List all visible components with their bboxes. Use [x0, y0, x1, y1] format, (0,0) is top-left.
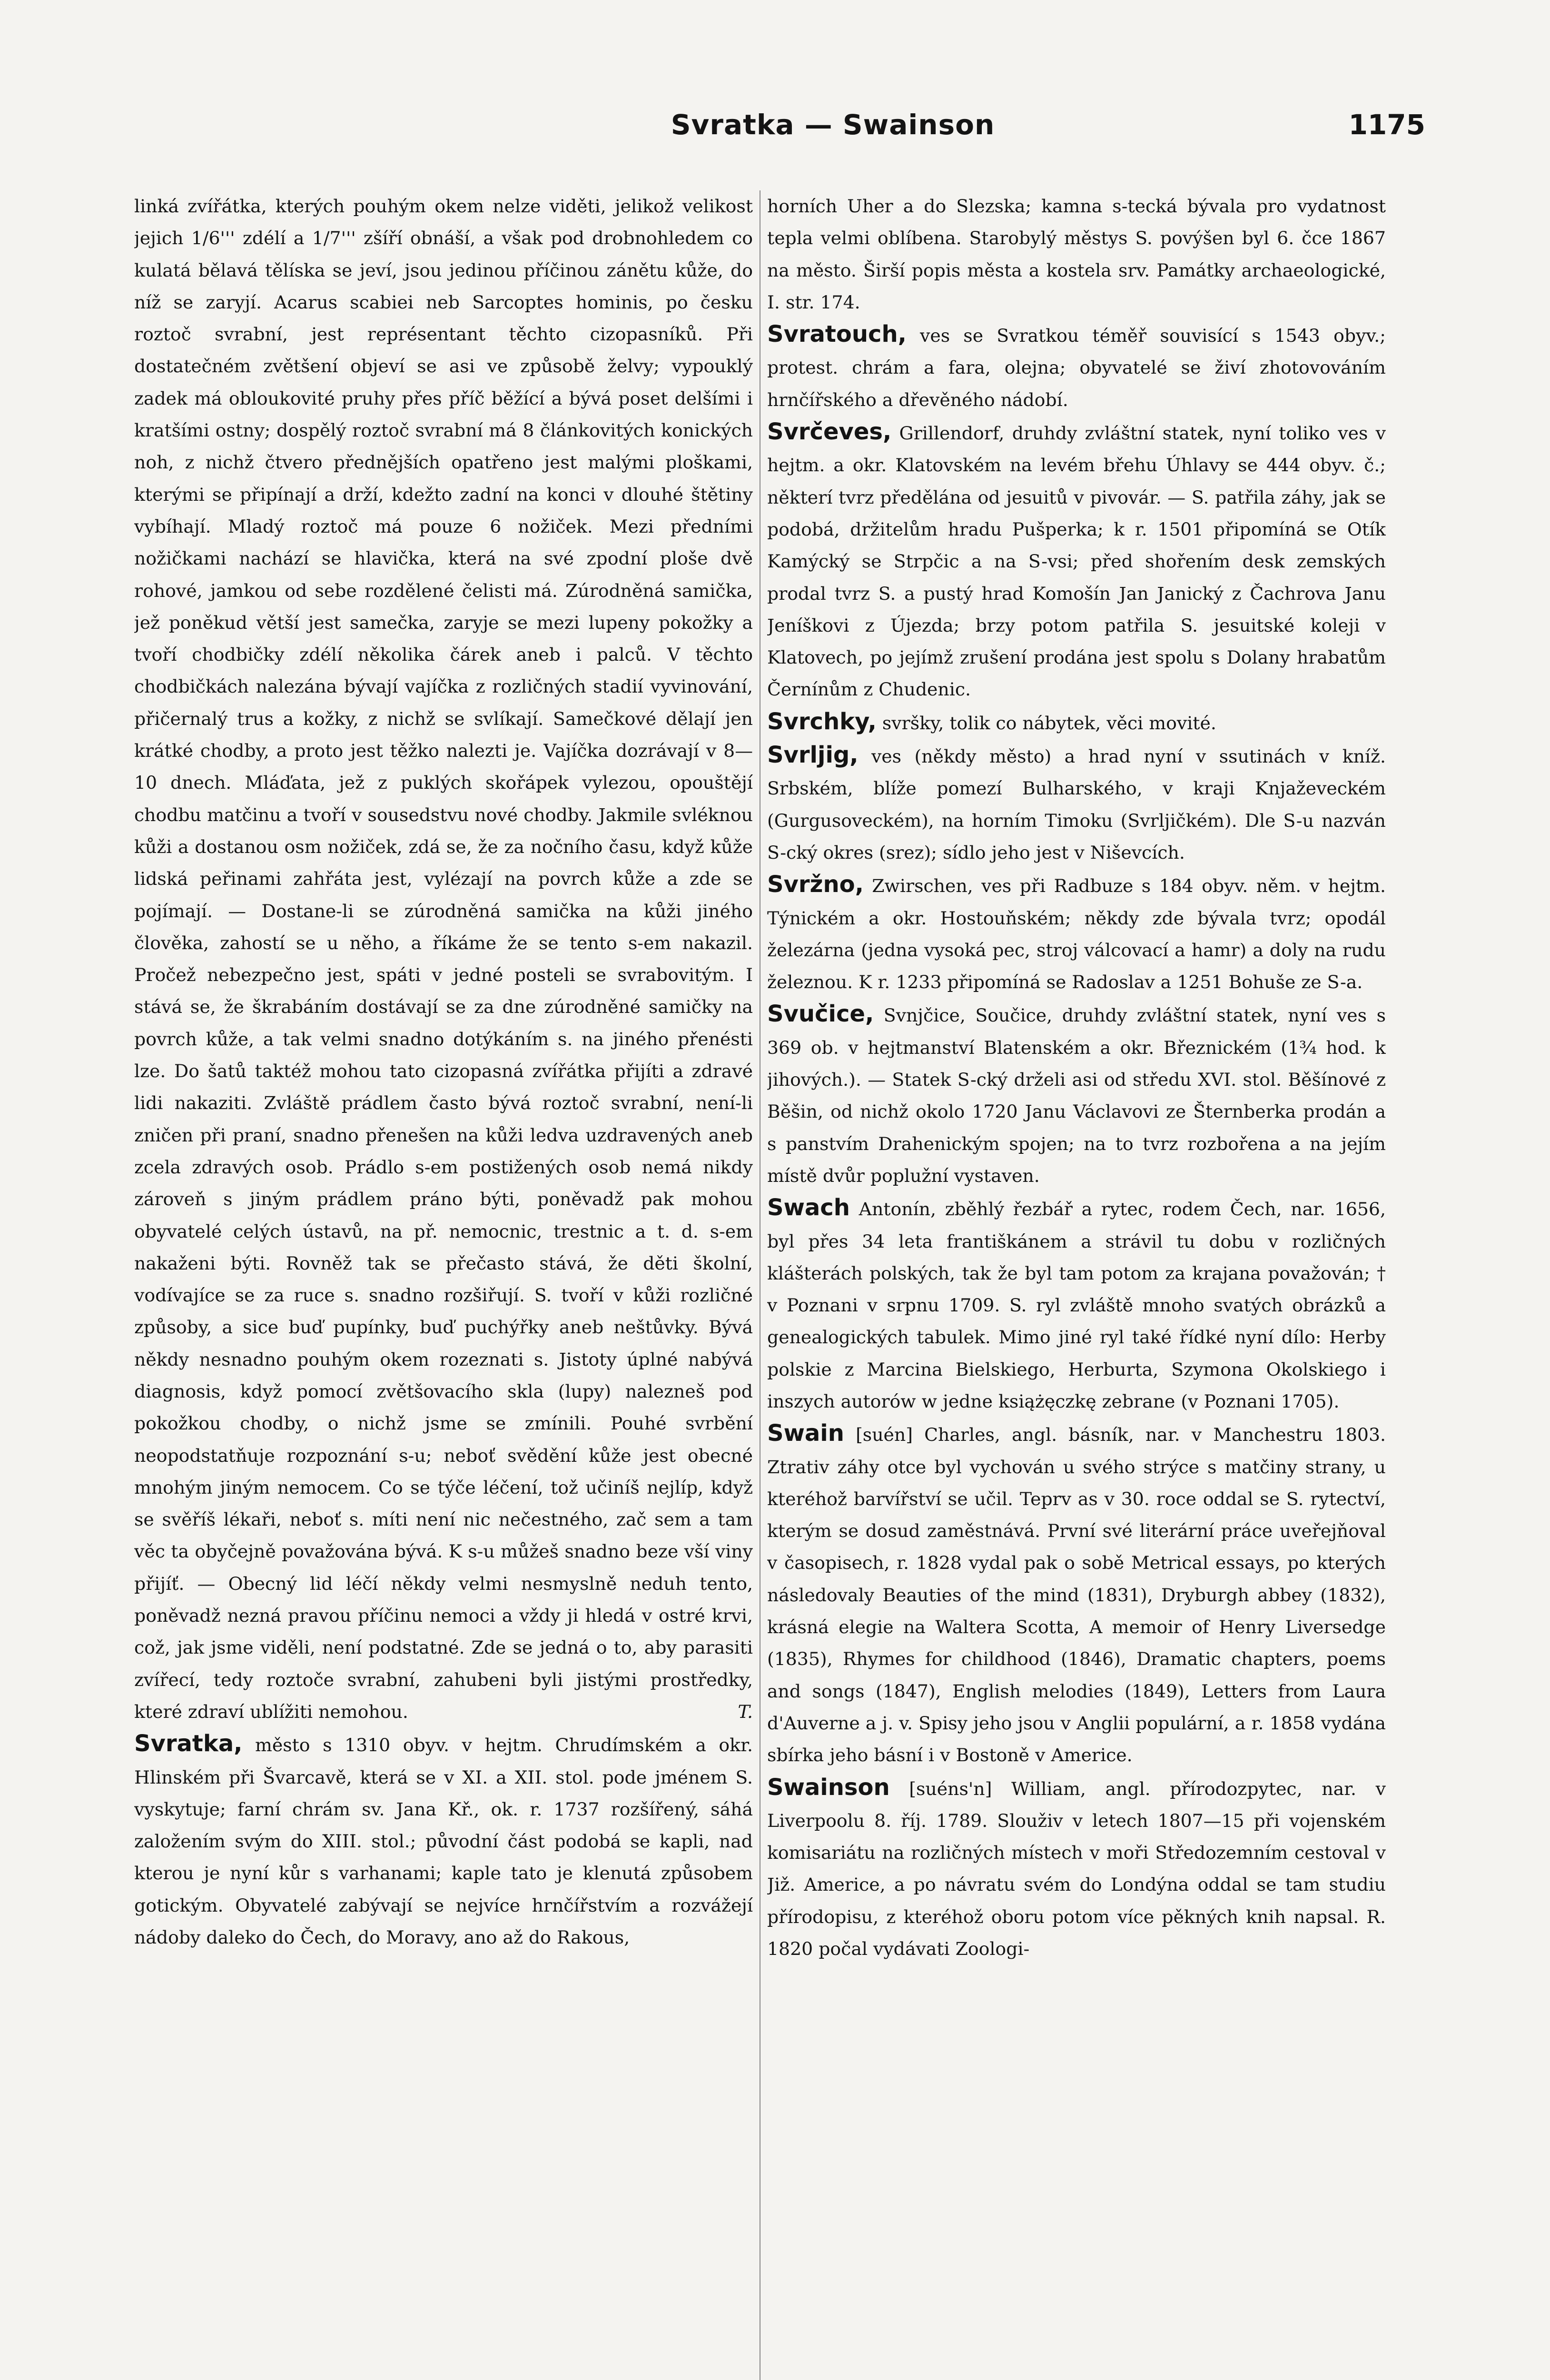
- entry-svrzno: [767, 869, 1386, 998]
- page-number: 1175: [1348, 109, 1425, 141]
- entry-svratka: [134, 1728, 753, 1954]
- entry-svrchky: [767, 706, 1386, 739]
- entry-text: Grillendorf, druhdy zvláštní statek, nyní toliko ves v hejtm. a okr. Klatovském na levém břehu Úhlavy se 444 obyv. č.; některí tvrz předělána od jesuitů v pivovár. — S. patřila záhy, jak se podobá, držitelům hradu Pušperka; k r. 1501 připomíná se Otík Kamýcký se Strpčic a na S-vsi; před shořením desk zemských prodal tvrz S. a pustý hrad Komošín Jan Janický z Čachrova Janu Jeníškovi z Újezda; brzy potom patřila S. jesuitské koleji v Klatovech, po jejímž zrušení prodána jest spolu s Dolany hrabatům Černínům z Chudenic.: [767, 423, 1386, 700]
- headword: Svučice,: [767, 1001, 874, 1028]
- right-column: [767, 190, 1386, 2380]
- headword: Svržno,: [767, 871, 864, 898]
- entry-svucice: [767, 998, 1386, 1192]
- entry-svrceves: [767, 416, 1386, 706]
- entry-text: Antonín, zběhlý řezbář a rytec, rodem Čech, nar. 1656, byl přes 34 leta františkánem a strávil tu dobu v rozličných klášterách polských, tak že byl tam potom za krajana považován; † v Poznani v srpnu 1709. S. ryl zvláště mnoho svatých obrázků a genealogických tabulek. Mimo jiné ryl také řídké nyní dílo: Herby polskie z Marcina Bielskiego, Herburta, Szymona Okolskiego i inszych autorów w jedne książęczkę zebrane (v Poznani 1705).: [767, 1199, 1386, 1412]
- headword: Swain: [767, 1420, 844, 1447]
- entry-swainson: [767, 1772, 1386, 1965]
- entry-svratouch: [767, 318, 1386, 416]
- entry-text: ves (někdy město) a hrad nyní v ssutinách v kníž. Srbském, blíže pomezí Bulharského, v kraji Knjaževeckém (Gurgusoveckém), na horním Timoku (Svrljičkém). Dle S-u nazván S-cký okres (srez); sídlo jeho jest v Niševcích.: [767, 746, 1386, 863]
- headword: Svrčeves,: [767, 418, 892, 446]
- entry-text: [suén] Charles, angl. básník, nar. v Manchestru 1803. Ztrativ záhy otce byl vychován u svého strýce s matčiny strany, u kteréhož barvířství se učil. Teprv as v 30. roce oddal se S. rytectví, kterým se dosud zaměstnává. První své literární práce uveřejňoval v časopisech, r. 1828 vydal pak o sobě Metrical essays, po kterých následovaly Beauties of the mind (1831), Dryburgh abbey (1832), krásná elegie na Waltera Scotta, A memoir of Henry Liversedge (1835), Rhymes for childhood (1846), Dramatic chapters, poems and songs (1847), English melodies (1849), Letters from Laura d'Auverne a j. v. Spisy jeho jsou v Anglii populární, a r. 1858 vydána sbírka jeho básní i v Bostoně v Americe.: [767, 1424, 1386, 1766]
- headword: Svratouch,: [767, 321, 907, 348]
- running-title: Svratka — Swainson: [671, 109, 995, 141]
- headword: Svratka,: [134, 1730, 243, 1757]
- entry-text: Svnjčice, Součice, druhdy zvláštní statek, nyní ves s 369 ob. v hejtmanství Blatenském a okr. Březnickém (1¾ hod. k jihových.). — Statek S-cký drželi asi od středu XVI. stol. Běšínové z Běšin, od nichž okolo 1720 Janu Václavovi ze Šternberka prodán a s panstvím Drahenickým spojen; na to tvrz rozbořena a na jejím místě dvůr poplužní vystaven.: [767, 1005, 1386, 1186]
- headword: Swainson: [767, 1774, 890, 1801]
- entry-text: linká zvířátka, kterých pouhým okem nelze viděti, jelikož velikost jejich 1/6''' zdélí a 1/7''' zšíří obnáší, a však pod drobnohledem co kulatá bělavá tělíska se jeví, jsou jedinou příčinou zánětu kůže, do níž se zaryjí. Acarus scabiei neb Sarcoptes hominis, po česku roztoč svrabní, jest représentant těchto cizopasníků. Při dostatečném zvětšení objeví se asi ve způsobě želvy; vypouklý zadek má obloukovité pruhy přes příč běžící a bývá poset delšími i kratšími ostny; dospělý roztoč svrabní má 8 článkovitých konických noh, z nichž čtvero přednějších opatřeno jest malými ploškami, kterými se připínají a drží, kdežto zadní na konci v dlouhé štětiny vybíhají. Mladý roztoč má pouze 6 nožiček. Mezi předními nožičkami nachází se hlavička, která na své zpodní ploše dvě rohové, jamkou od sebe rozdělené čelisti má. Zúrodněná samička, jež poněkud větší jest samečka, zaryje se mezi lupeny pokožky a tvoří chodbičky zdélí několika čárek aneb i palců. V těchto chodbičkách nalezána bývají vajíčka z rozličných stadií vyvinování, přičernalý trus a kožky, z nichž se svlíkají. Samečkové dělají jen krátké chodby, a proto jest těžko nalezti je. Vajíčka dozrávají v 8—10 dnech. Mláďata, jež z puklých skořápek vylezou, opouštějí chodbu matčinu a tvoří v sousedstvu nové chodby. Jakmile svléknou kůži a dostanou osm nožiček, zdá se, že za nočního času, když kůže lidská peřinami zahřáta jest, vylézají na povrch kůže a zde se pojímají. — Dostane-li se zúrodněná samička na kůži jiného člověka, zahostí se u něho, a říkáme že se tento s-em nakazil. Pročež nebezpečno jest, spáti v jedné posteli se svrabovitým. I stává se, že škrabáním dostávají se za dne zúrodněné samičky na povrch kůže, a tak velmi snadno dotýkáním s. na jiného přenésti lze. Do šatů taktéž mohou tato cizopasná zvířátka přijíti a zdravé lidi nakaziti. Zvláště prádlem často bývá roztoč svrabní, není-li zničen při praní, snadno přenešen na kůži ledva uzdravených aneb zcela zdravých osob. Prádlo s-em postižených osob nemá nikdy zároveň s jiným prádlem práno býti, poněvadž pak mohou obyvatelé celých ústavů, na př. nemocnic, trestnic a t. d. s-em nakaženi býti. Rovněž tak se přečasto stává, že děti školní, vodívajíce se za ruce s. snadno rozšiřují. S. tvoří v kůži rozličné způsoby, a sice buď pupínky, buď puchýřky aneb neštůvky. Bývá někdy nesnadno pouhým okem rozeznati s. Jistoty úplné nabývá diagnosis, když pomocí zvětšovacího skla (lupy) nalezneš pod pokožkou chodby, o nichž jsme se zmínili. Pouhé svrbění neopodstatňuje rozpoznání s-u; neboť svědění kůže jest obecné mnohým jiným nemocem. Co se týče léčení, tož učiníš nejlíp, když se svěříš lékaři, neboť s. míti není nic nečestného, zač sem a tam věc ta obyčejně považována bývá. K s-u můžeš snadno beze vší viny přijíť. — Obecný lid léčí někdy velmi nesmyslně neduh tento, poněvadž nezná pravou příčinu nemoci a vždy ji hledá v ostré krvi, což, jak jsme viděli, není podstatné. Zde se jedná o to, aby parasiti zvířecí, tedy roztoče svrabní, zahubeni byli jistými prostředky, které zdraví ublížiti nemohou.: [134, 196, 753, 1722]
- entry-text: svršky, tolik co nábytek, věci movité.: [882, 712, 1216, 734]
- headword: Svrchky,: [767, 708, 877, 735]
- headword: Swach: [767, 1194, 850, 1221]
- headword: Svrljig,: [767, 742, 859, 769]
- entry-swach: [767, 1192, 1386, 1418]
- left-column: [134, 190, 753, 2380]
- entry-svrljig: [767, 739, 1386, 869]
- entry-text: ves se Svratkou téměř souvisící s 1543 obyv.; protest. chrám a fara, olejna; obyvatelé se živí zhotovováním hrnčířského a dřevěného nádobí.: [767, 325, 1386, 410]
- entry-text: [suéns'n] William, angl. přírodozpytec, nar. v Liverpoolu 8. říj. 1789. Slouživ v letech 1807—15 při vojenském komisariátu na rozličných místech v moři Středozemním cestoval v Již. Americe, a po návratu svém do Londýna oddal se tam studiu přírodopisu, z kteréhož oboru potom více pěkných knih napsal. R. 1820 počal vydávati Zoologi-: [767, 1778, 1386, 1960]
- author-signature: T.: [738, 1701, 753, 1722]
- entry-text: horních Uher a do Slezska; kamna s-tecká bývala pro vydatnost tepla velmi oblíbena. Starobylý městys S. povýšen byl 6. čce 1867 na město. Širší popis města a kostela srv. Památky archaeologické, I. str. 174.: [767, 196, 1386, 313]
- entry-text: Zwirschen, ves při Radbuze s 184 obyv. něm. v hejtm. Týnickém a okr. Hostouňském; někdy zde bývala tvrz; opodál železárna (jedna vysoká pec, stroj válcovací a hamr) a doly na rudu železnou. K r. 1233 připomíná se Radoslav a 1251 Bohuše ze S-a.: [767, 875, 1386, 993]
- entry-text: město s 1310 obyv. v hejtm. Chrudímském a okr. Hlinském při Švarcavě, která se v XI. a XII. stol. pode jménem S. vyskytuje; farní chrám sv. Jana Kř., ok. r. 1737 rozšířený, sáhá založením svým do XIII. stol.; původní část podobá se kapli, nad kterou je nyní kůr s varhanami; kaple tato je klenutá způsobem gotickým. Obyvatelé zabývají se nejvíce hrnčířstvím a rozvážejí nádoby daleko do Čech, do Moravy, ano až do Rakous,: [134, 1735, 753, 1948]
- entry-svrab-continuation: [134, 190, 753, 1728]
- entry-swain: [767, 1418, 1386, 1771]
- entry-svratka-continuation: [767, 190, 1386, 318]
